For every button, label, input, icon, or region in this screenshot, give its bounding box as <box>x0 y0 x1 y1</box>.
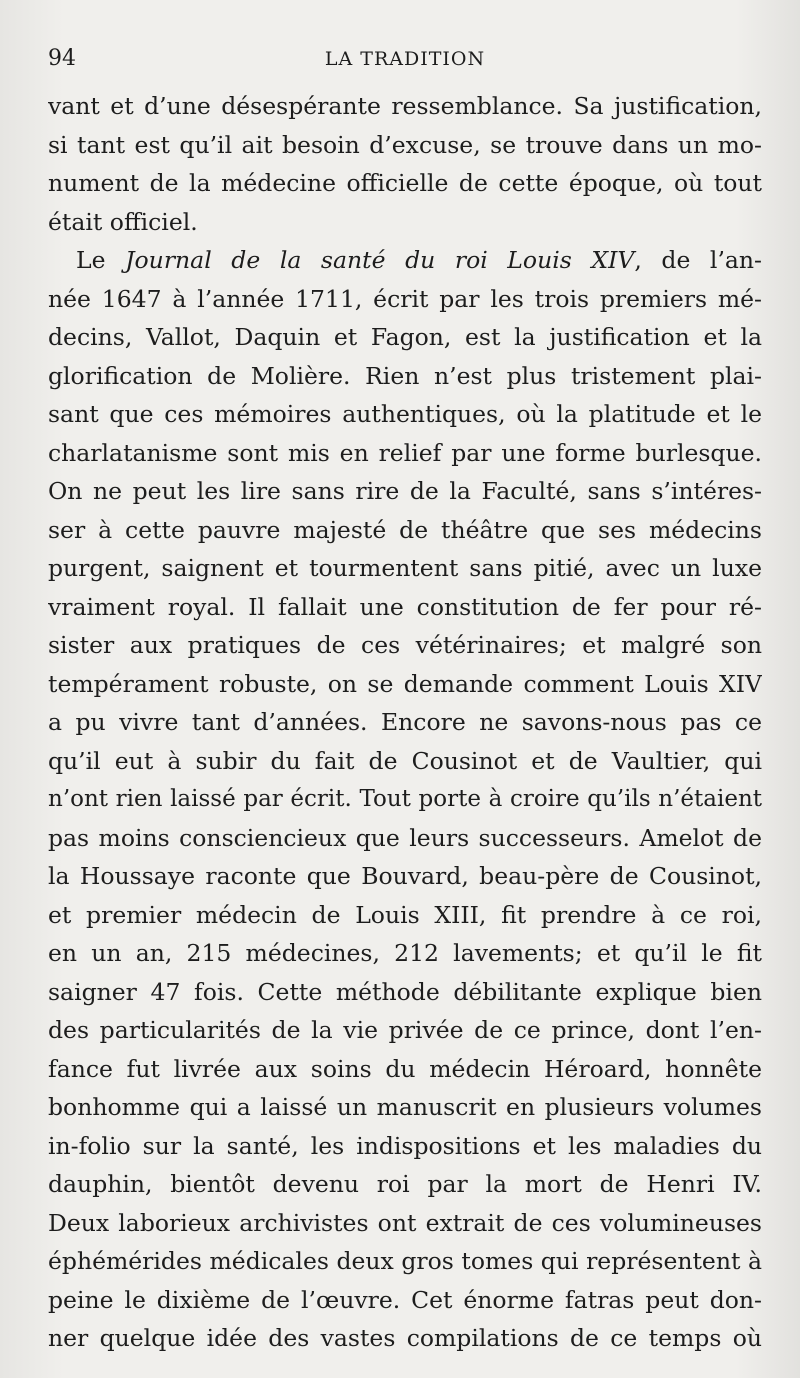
text-line: et premier médecin de Louis XIII, fit prendre à ce roi, <box>48 900 762 929</box>
text-line: des particularités de la vie privée de ce prince, dont l’en- <box>48 1016 762 1044</box>
text-line: vraiment royal. Il fallait une constitution de fer pour ré- <box>48 592 762 621</box>
text-line: decins, Vallot, Daquin et Fagon, est la justification et la <box>48 323 762 351</box>
text-line: en un an, 215 médecines, 212 lavements; et qu’il le fit <box>48 939 762 967</box>
page-header <box>48 44 762 74</box>
text-line: charlatanisme sont mis en relief par une forme burlesque. <box>48 438 762 467</box>
text-line: pas moins consciencieux que leurs successeurs. Amelot de <box>48 823 762 852</box>
text-line: saigner 47 fois. Cette méthode débilitante explique bien <box>48 977 762 1006</box>
text-line: ner quelque idée des vastes compilations de ce temps où <box>48 1324 762 1352</box>
text-line: éphémérides médicales deux gros tomes qui représentent à <box>48 1247 762 1275</box>
text-line: fance fut livrée aux soins du médecin Héroard, honnête <box>48 1054 762 1083</box>
text-line: n’ont rien laissé par écrit. Tout porte à croire qu’ils n’étaient <box>48 786 762 812</box>
text-line: purgent, saignent et tourmentent sans pitié, avec un luxe <box>48 554 762 582</box>
running-title: LA TRADITION <box>324 48 486 70</box>
text-line: si tant est qu’il ait besoin d’excuse, se trouve dans un mo- <box>48 130 762 159</box>
text-line: sister aux pratiques de ces vétérinaires; et malgré son <box>48 631 762 659</box>
text-line: ser à cette pauvre majesté de théâtre que ses médecins <box>48 515 762 544</box>
text-line: tempérament robuste, on se demande comment Louis XIV <box>48 669 762 698</box>
page-number: 94 <box>48 46 76 71</box>
text-line: la Houssaye raconte que Bouvard, beau-père de Cousinot, <box>48 862 762 890</box>
book-title-italic: Journal de la santé du roi Louis XIV <box>125 246 635 274</box>
text-line: glorification de Molière. Rien n’est plus tristement plai- <box>48 361 762 390</box>
text-line: Deux laborieux archivistes ont extrait de ces volumineuses <box>48 1208 762 1237</box>
text-line: in-folio sur la santé, les indispositions et les maladies du <box>48 1131 762 1160</box>
text-segment: , de l’an- <box>634 246 762 274</box>
body-text <box>48 87 762 1358</box>
text-line: peine le dixième de l’œuvre. Cet énorme fatras peut don- <box>48 1285 762 1314</box>
text-line: qu’il eut à subir du fait de Cousinot et de Vaultier, qui <box>48 746 762 775</box>
text-segment: Le <box>76 246 126 274</box>
text-line: sant que ces mémoires authentiques, où la platitude et le <box>48 400 762 428</box>
text-line: vant et d’une désespérante ressemblance. Sa justification, <box>48 92 762 120</box>
text-line: On ne peut les lire sans rire de la Faculté, sans s’intéres- <box>48 477 762 505</box>
text-line: était officiel. <box>48 207 198 236</box>
text-line: nument de la médecine officielle de cette époque, où tout <box>48 169 762 197</box>
text-line: bonhomme qui a laissé un manuscrit en plusieurs volumes <box>48 1093 762 1121</box>
text-line: dauphin, bientôt devenu roi par la mort de Henri IV. <box>48 1170 762 1198</box>
text-line: a pu vivre tant d’années. Encore ne savons-nous pas ce <box>48 708 762 736</box>
text-line: née 1647 à l’année 1711, écrit par les trois premiers mé- <box>48 284 762 313</box>
text-line-journal-title <box>48 241 762 280</box>
